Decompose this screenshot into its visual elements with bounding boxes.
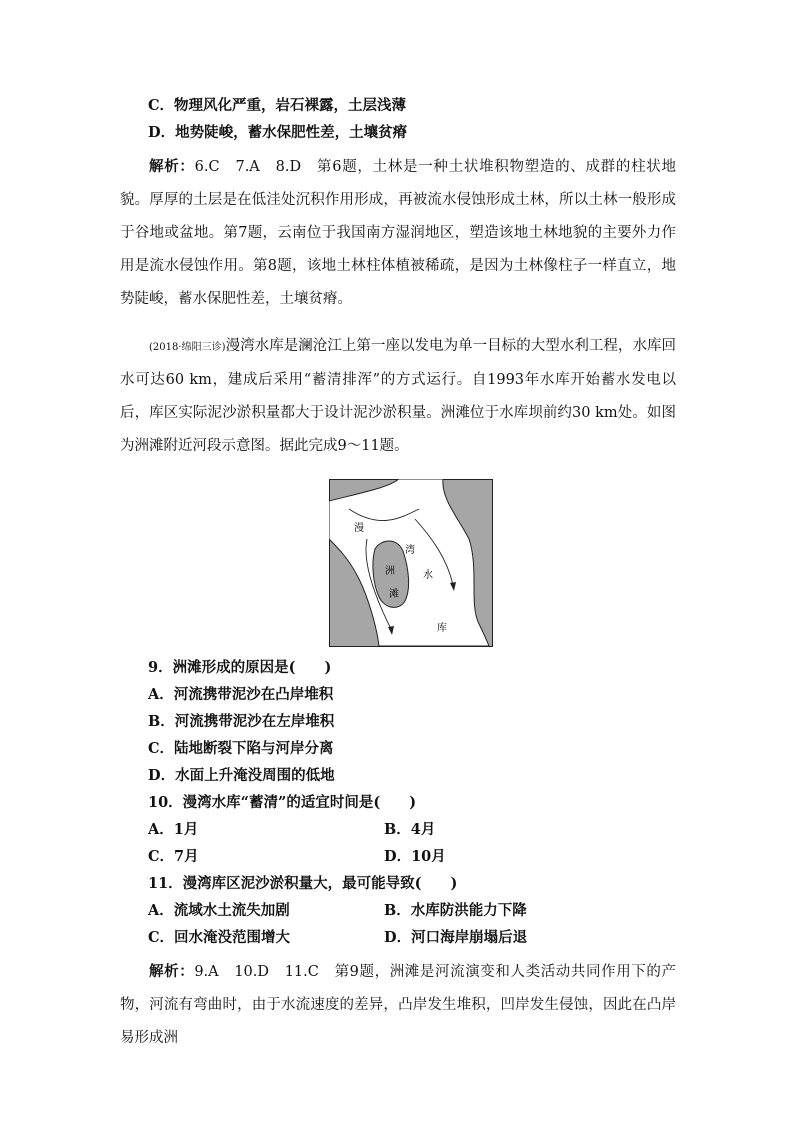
river-section-map [329,479,493,647]
q10-option-d: D．10月 [384,848,446,865]
q11-stem: 11．漫湾库区泥沙淤积量大，最可能导致( ) [148,875,458,892]
q9-stem: 9．洲滩形成的原因是( ) [148,659,332,676]
analysis-text: 6.C 7.A 8.D 第6题，土林是一种土状堆积物塑造的、成群的柱状地貌。厚厚的土层是在低洼处沉积作用形成，再被流水侵蚀形成土林，所以土林一般形成于谷地或盆地。第7题，云南位于我国南方湿润地区，塑造该地土林地貌的主要外力作用是流水侵蚀作用。第8题，该地土林柱体植被稀疏，是因为土林像柱子一样直立，地势陡峻，蓄水保肥性差，土壤贫瘠。 [120,159,677,307]
map-svg [329,479,493,647]
q10-option-a: A．1月 [148,821,199,838]
q9-option-c: C．陆地断裂下陷与河岸分离 [148,740,334,757]
q11-option-c: C．回水淹没范围增大 [148,929,291,946]
analysis-9-11 [120,955,676,1055]
analysis-6-8 [120,150,676,316]
map-label-ku: 库 [437,623,447,634]
q10-stem: 10．漫湾水库“蓄清”的适宜时间是( ) [148,794,417,811]
q9-option-b: B．河流携带泥沙在左岸堆积 [148,713,335,730]
q11-option-d: D．河口海岸崩塌后退 [384,929,528,946]
q9-option-d: D．水面上升淹没周围的低地 [148,767,335,784]
map-label-wan: 湾 [405,545,415,556]
map-label-tan: 滩 [389,589,399,600]
q10-option-c: C．7月 [148,848,199,865]
q9-option-a: A．河流携带泥沙在凸岸堆积 [148,686,334,703]
map-label-shui: 水 [423,570,433,581]
map-label-zhou: 洲 [385,566,395,577]
analysis2-text: 9.A 10.D 11.C 第9题，洲滩是河流演变和人类活动共同作用下的产物，河流有弯曲时，由于水流速度的差异，凸岸发生堆积，凹岸发生侵蚀，因此在凸岸易形成洲 [120,964,677,1046]
q10-option-b: B．4月 [384,821,436,838]
source-tag: (2018·绵阳三诊) [149,342,226,353]
analysis2-label: 解析： [149,963,195,980]
q11-option-b: B．水库防洪能力下降 [384,902,527,919]
option-d-prev: D．地势陡峻，蓄水保肥性差，土壤贫瘠 [148,124,408,141]
material-intro [120,330,676,463]
intro-text: 漫湾水库是澜沧江上第一座以发电为单一目标的大型水利工程，水库回水可达60 km，建成后采用“蓄清排浑”的方式运行。自1993年水库开始蓄水发电以后，库区实际泥沙淤积量都大于设计泥沙淤积量。洲滩位于水库坝前约30 km处。如图为洲滩附近河段示意图。据此完成9～11题。 [120,338,677,454]
map-label-man: 漫 [354,523,364,534]
option-c-prev: C．物理风化严重，岩石裸露，土层浅薄 [148,97,407,114]
analysis-label: 解析： [149,158,195,175]
q11-option-a: A．流域水土流失加剧 [148,902,290,919]
